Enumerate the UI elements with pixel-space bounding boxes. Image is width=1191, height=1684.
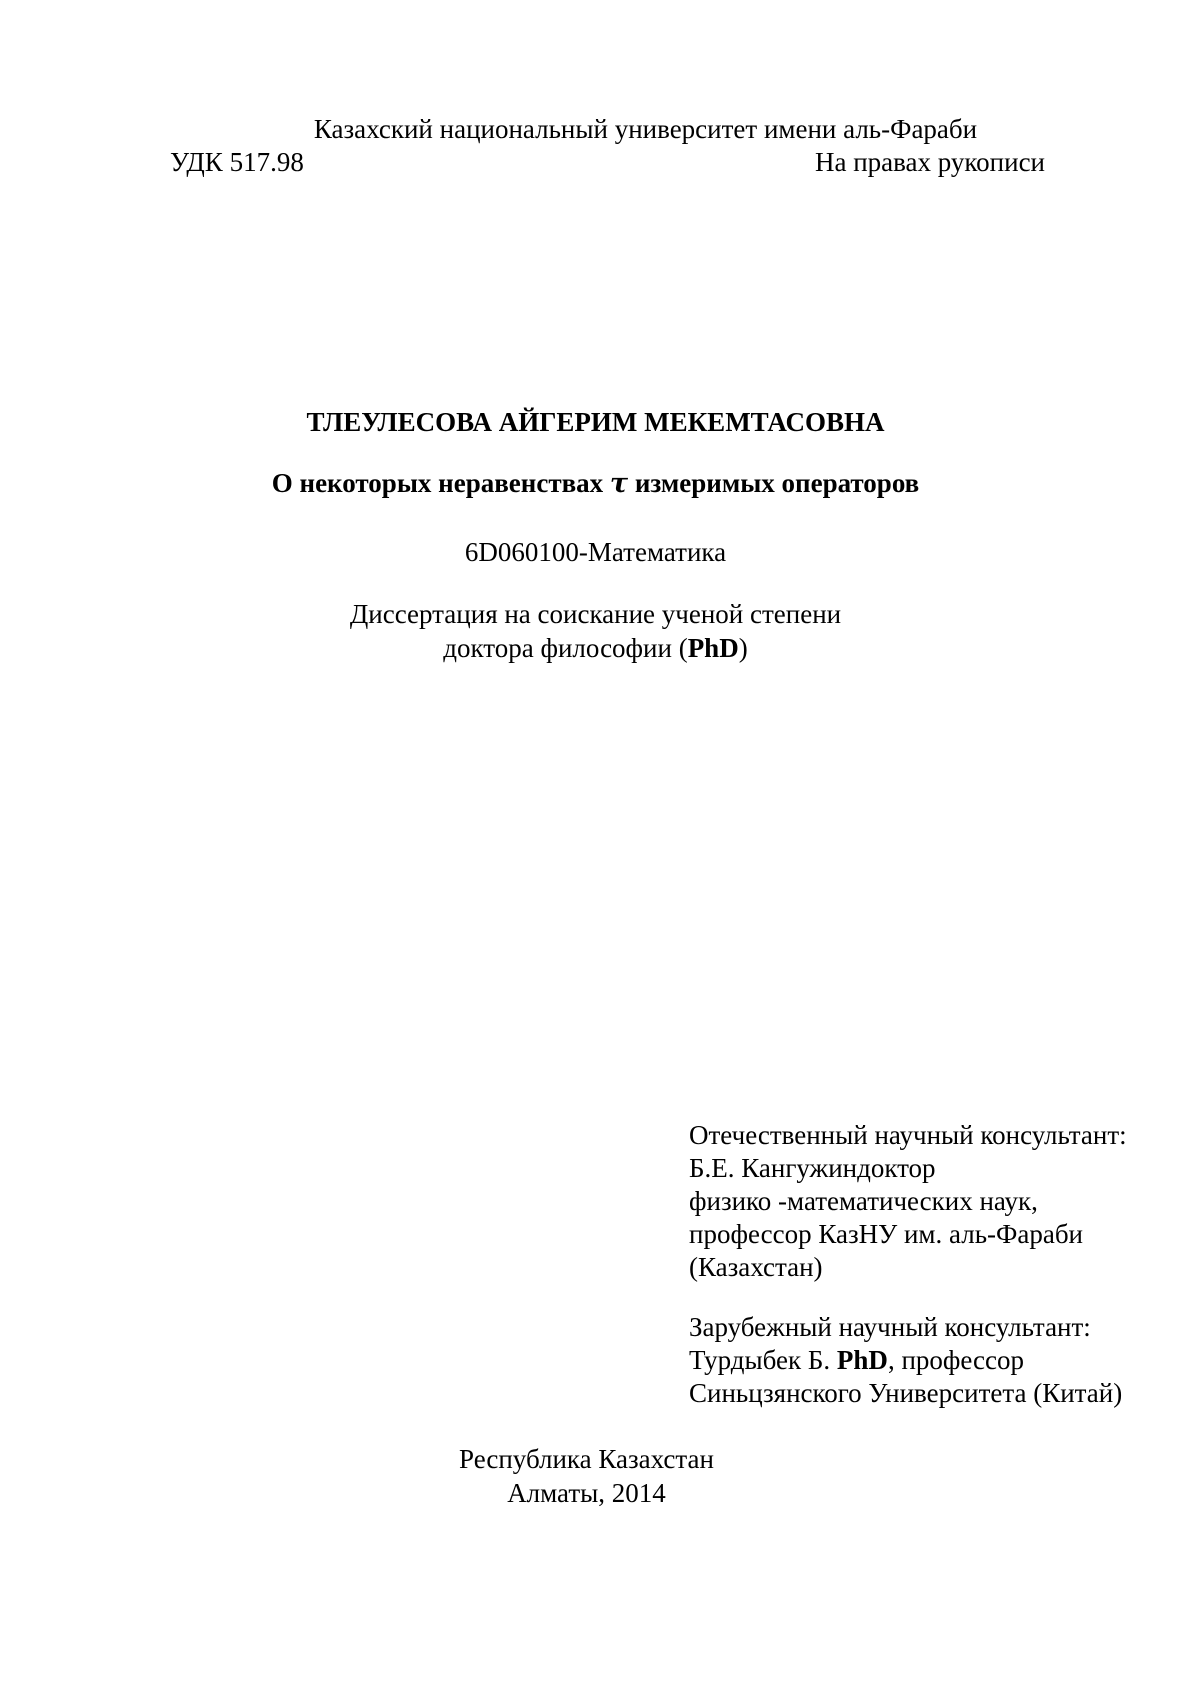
manuscript-rights: На правах рукописи bbox=[814, 147, 1045, 177]
foreign-consultant-title: , профессор bbox=[887, 1345, 1025, 1375]
foreign-consultant-affiliation: Синьцзянского Университета (Китай) bbox=[689, 1378, 1123, 1408]
university-name: Казахский национальный университет имени аль-Фараби bbox=[313, 114, 978, 144]
domestic-consultant-country: (Казахстан) bbox=[689, 1252, 823, 1282]
thesis-description-line2 bbox=[0, 631, 1191, 665]
foreign-consultant-block bbox=[689, 1311, 1122, 1410]
foreign-consultant-heading: Зарубежный научный консультант: bbox=[689, 1312, 1091, 1342]
domestic-consultant-position: профессор КазНУ им. аль-Фараби bbox=[689, 1219, 1084, 1249]
foreign-consultant-name-line bbox=[689, 1344, 1122, 1377]
domestic-consultant-degree: физико -математических наук, bbox=[689, 1186, 1038, 1216]
author-name: ТЛЕУЛЕСОВА АЙГЕРИМ МЕКЕМТАСОВНА bbox=[306, 407, 885, 437]
thesis-degree-phd: PhD bbox=[687, 633, 739, 663]
thesis-description-line1: Диссертация на соискание ученой степени bbox=[349, 599, 842, 629]
domestic-consultant-name: Б.Е. Кангужиндоктор bbox=[689, 1153, 936, 1183]
domestic-consultant-block bbox=[689, 1119, 1127, 1284]
specialty-code: 6D060100-Математика bbox=[464, 537, 727, 567]
thesis-degree-close: ) bbox=[738, 633, 748, 663]
domestic-consultant-heading: Отечественный научный консультант: bbox=[689, 1120, 1127, 1150]
foreign-consultant-phd: PhD bbox=[836, 1345, 888, 1375]
footer-country: Республика Казахстан bbox=[459, 1444, 714, 1474]
udk-code: УДК 517.98 bbox=[170, 147, 304, 177]
title-text-after: измеримых операторов bbox=[634, 468, 920, 498]
thesis-degree-text: доктора философии ( bbox=[443, 633, 688, 663]
footer-city-year: Алматы, 2014 bbox=[507, 1478, 666, 1508]
title-text-before: О некоторых неравенствах bbox=[271, 468, 604, 498]
dissertation-title bbox=[0, 466, 1191, 501]
tau-symbol: τ bbox=[609, 468, 629, 499]
foreign-consultant-name: Турдыбек Б. bbox=[689, 1345, 837, 1375]
